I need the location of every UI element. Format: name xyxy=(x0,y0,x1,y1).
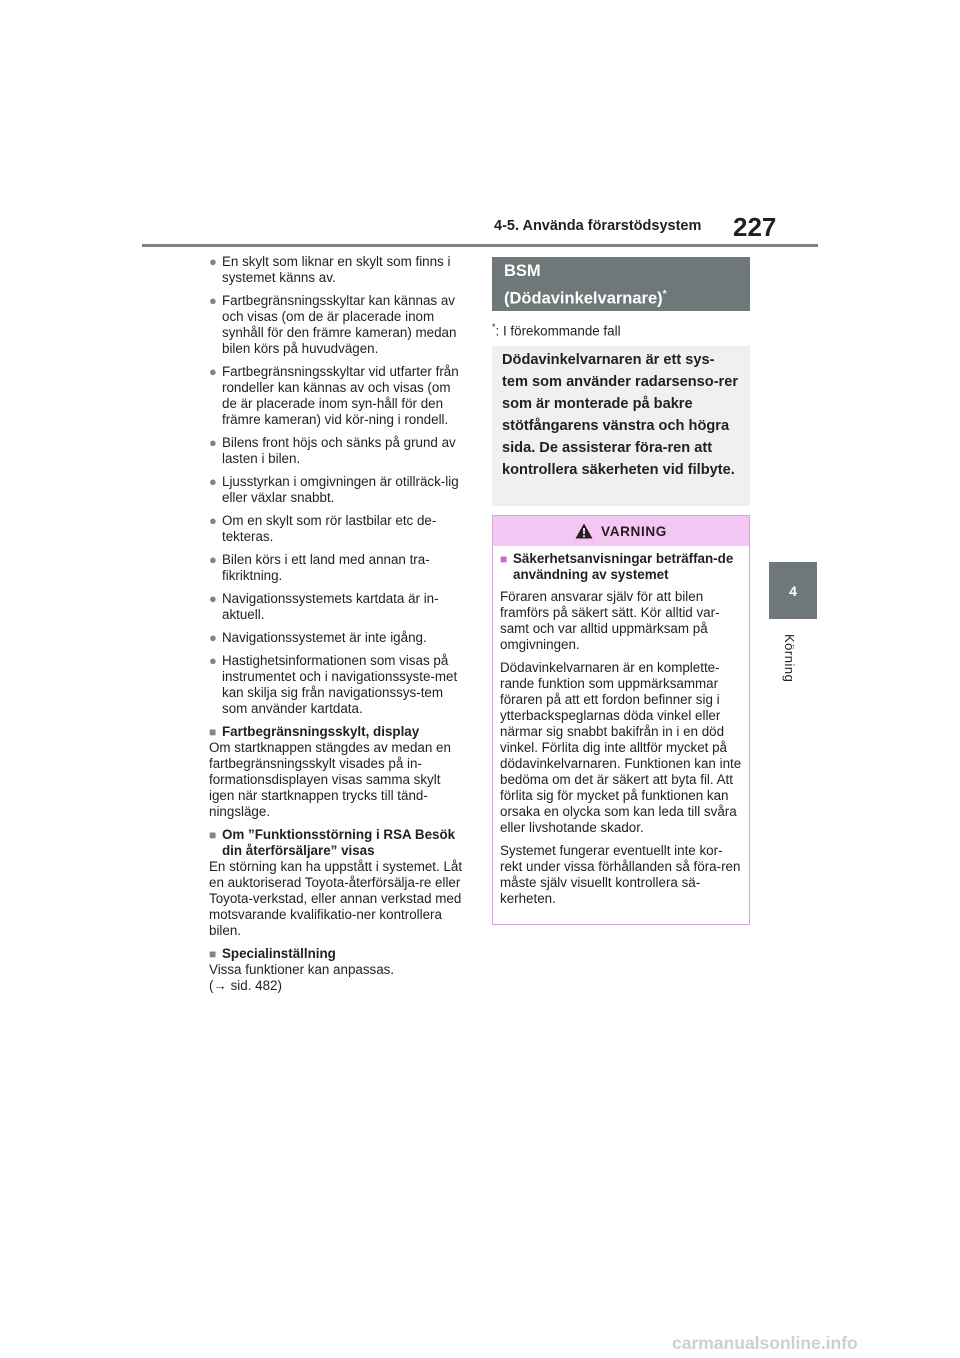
list-item: ● Bilens front höjs och sänks på grund av lasten i bilen. xyxy=(209,435,456,466)
bullet-icon: ● xyxy=(209,591,217,606)
square-bullet-icon: ■ xyxy=(500,552,508,566)
warning-paragraph: Dödavinkelvarnaren är en komplette-rande funktion som uppmärksammar föraren på att ett fordon befinner sig i ytterbackspeglarnas döda vinkel eller närmar sig snabbt bakifrån in i en död vinkel. Förlita dig inte alltför mycket på dödavinkelvarnaren. Funktionen kan inte bedöma om det är säkert att byta fil. Att förlita sig för mycket på funktionen kan orsaka en olycka som kan leda till svåra eller livshotande skador. xyxy=(500,660,742,835)
warning-label: VARNING xyxy=(601,523,667,539)
bsm-title-line2: (Dödavinkelvarnare)* xyxy=(504,289,667,308)
bullet-icon: ● xyxy=(209,364,217,379)
bullet-icon: ● xyxy=(209,653,217,668)
warning-body xyxy=(493,546,749,907)
list-item: ● Hastighetsinformationen som visas på instrumentet och i navigationssyste-met kan skilja sig från navigationssys-tem som använder kartdata. xyxy=(209,653,458,716)
footnote-mark: * xyxy=(662,289,667,300)
warning-box xyxy=(492,515,750,925)
square-bullet-icon: ■ xyxy=(209,828,217,842)
bullet-icon: ● xyxy=(209,435,217,450)
section-text: Om startknappen stängdes av medan en fartbegränsningsskylt visades på in-formationsdisplayen visas samma skylt igen när startknappen trycks till tänd-ningsläge. xyxy=(209,740,451,819)
list-item: ● Ljusstyrkan i omgivningen är otillräck-lig eller växlar snabbt. xyxy=(209,474,459,505)
section-heading: ■ Fartbegränsningsskylt, display xyxy=(209,724,420,739)
left-column xyxy=(209,254,467,1001)
list-item: ● Bilen körs i ett land med annan tra-fikriktning. xyxy=(209,552,430,583)
square-bullet-icon: ■ xyxy=(209,725,217,739)
chapter-label: Körning xyxy=(782,634,797,683)
section-header: 4-5. Använda förarstödsystem xyxy=(494,218,702,234)
section-heading: ■ Specialinställning xyxy=(209,946,336,961)
bullet-icon: ● xyxy=(209,474,217,489)
warning-paragraph: Föraren ansvarar själv för att bilen framförs på säkert sätt. Kör alltid var-samt och var alltid uppmärksam på omgivningen. xyxy=(500,589,720,652)
list-item: ● Fartbegränsningsskyltar vid utfarter från rondeller kan kännas av och visas (om de är placerade inom syn-håll för den främre kameran) vid kör-ning i rondell. xyxy=(209,364,459,427)
bullet-icon: ● xyxy=(209,513,217,528)
footnote: *: I förekommande fall xyxy=(492,322,621,339)
page-reference-link[interactable]: (→ sid. 482) xyxy=(209,978,282,993)
bsm-title-bar xyxy=(492,257,750,311)
bullet-icon: ● xyxy=(209,630,217,645)
bsm-title-line1: BSM xyxy=(504,262,541,280)
bullet-icon: ● xyxy=(209,254,217,269)
chapter-tab xyxy=(769,562,817,619)
warning-triangle-icon xyxy=(575,523,593,539)
list-item: ● Om en skylt som rör lastbilar etc de-tekteras. xyxy=(209,513,437,544)
section-text: Vissa funktioner kan anpassas. xyxy=(209,962,395,977)
warning-paragraph: Systemet fungerar eventuellt inte kor-rekt under vissa förhållanden så föra-ren måste själv visuellt kontrollera sä-kerheten. xyxy=(500,843,741,906)
section-text: En störning kan ha uppstått i systemet. Låt en auktoriserad Toyota-återförsälja-re eller Toyota-verkstad, eller annan verkstad med motsvarande kvalifikatio-ner kontrollera bilen. xyxy=(209,859,463,938)
list-item: ● Fartbegränsningsskyltar kan kännas av och visas (om de är placerade inom synhåll för den främre kameran) medan bilen körs på huvudvägen. xyxy=(209,293,457,356)
bullet-icon: ● xyxy=(209,293,217,308)
warning-subheading: ■ Säkerhetsanvisningar beträffan-de användning av systemet xyxy=(500,551,734,582)
list-item: ● En skylt som liknar en skylt som finns i systemet känns av. xyxy=(209,254,451,285)
square-bullet-icon: ■ xyxy=(209,947,217,961)
list-item: ● Navigationssystemet är inte igång. xyxy=(209,630,427,645)
chapter-number: 4 xyxy=(789,582,797,599)
watermark: carmanualsonline.info xyxy=(672,1333,858,1353)
list-item: ● Navigationssystemets kartdata är in-aktuell. xyxy=(209,591,439,622)
lead-summary-box: Dödavinkelvarnaren är ett sys-tem som använder radarsenso-rer som är monterade på bakre stötfångarens vänstra och högra sida. De assisterar föra-ren att kontrollera säkerheten vid filbyte. xyxy=(492,346,750,506)
bullet-icon: ● xyxy=(209,552,217,567)
warning-header xyxy=(493,516,749,546)
header-divider xyxy=(142,244,818,247)
page-number: 227 xyxy=(733,212,777,242)
section-heading: ■ Om ”Funktionsstörning i RSA Besök din återförsäljare” visas xyxy=(209,827,456,858)
